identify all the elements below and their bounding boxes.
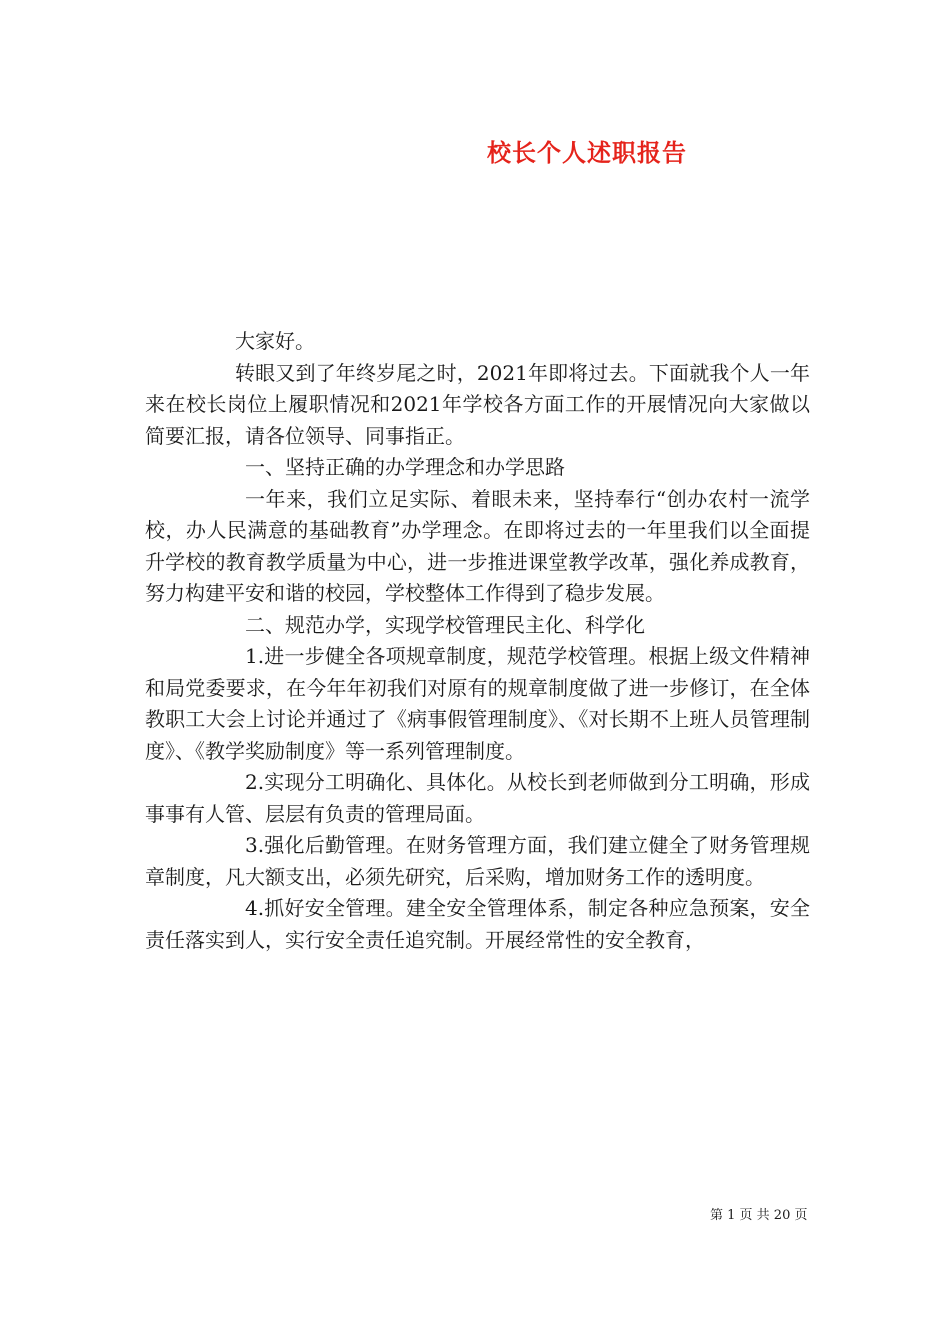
section-heading-2: 二、规范办学，实现学校管理民主化、科学化	[245, 612, 645, 637]
paragraph-intro: 转眼又到了年终岁尾之时，2021年即将过去。下面就我个人一年来在校长岗位上履职情况和2021年学校各方面工作的开展情况向大家做以简要汇报，请各位领导、同事指正。	[145, 360, 810, 448]
paragraph-section-1: 一年来，我们立足实际、着眼未来，坚持奉行“创办农村一流学校，办人民满意的基础教育”办学理念。在即将过去的一年里我们以全面提升学校的教育教学质量为中心，进一步推进课堂教学改革，强化养成教育，努力构建平安和谐的校园，学校整体工作得到了稳步发展。	[145, 486, 810, 605]
paragraph-item-4: 4.抓好安全管理。建全安全管理体系，制定各种应急预案，安全责任落实到人，实行安全责任追究制。开展经常性的安全教育，	[145, 896, 810, 952]
document-title: 校长个人述职报告	[487, 138, 687, 167]
paragraph-greeting: 大家好。	[235, 329, 315, 353]
paragraph-item-2: 2.实现分工明确化、具体化。从校长到老师做到分工明确，形成事事有人管、层层有负责的管理局面。	[145, 770, 810, 826]
paragraph-item-1: 1.进一步健全各项规章制度，规范学校管理。根据上级文件精神和局党委要求，在今年年初我们对原有的规章制度做了进一步修订，在全体教职工大会上讨论并通过了《病事假管理制度》、《对长期不上班人员管理制度》、《教学奖励制度》等一系列管理制度。	[145, 644, 810, 763]
document-body	[145, 326, 810, 956]
page-number-footer: 第 1 页 共 20 页	[710, 1208, 808, 1223]
section-heading-1: 一、坚持正确的办学理念和办学思路	[245, 455, 565, 479]
paragraph-item-3: 3.强化后勤管理。在财务管理方面，我们建立健全了财务管理规章制度，凡大额支出，必须先研究，后采购，增加财务工作的透明度。	[145, 833, 810, 889]
